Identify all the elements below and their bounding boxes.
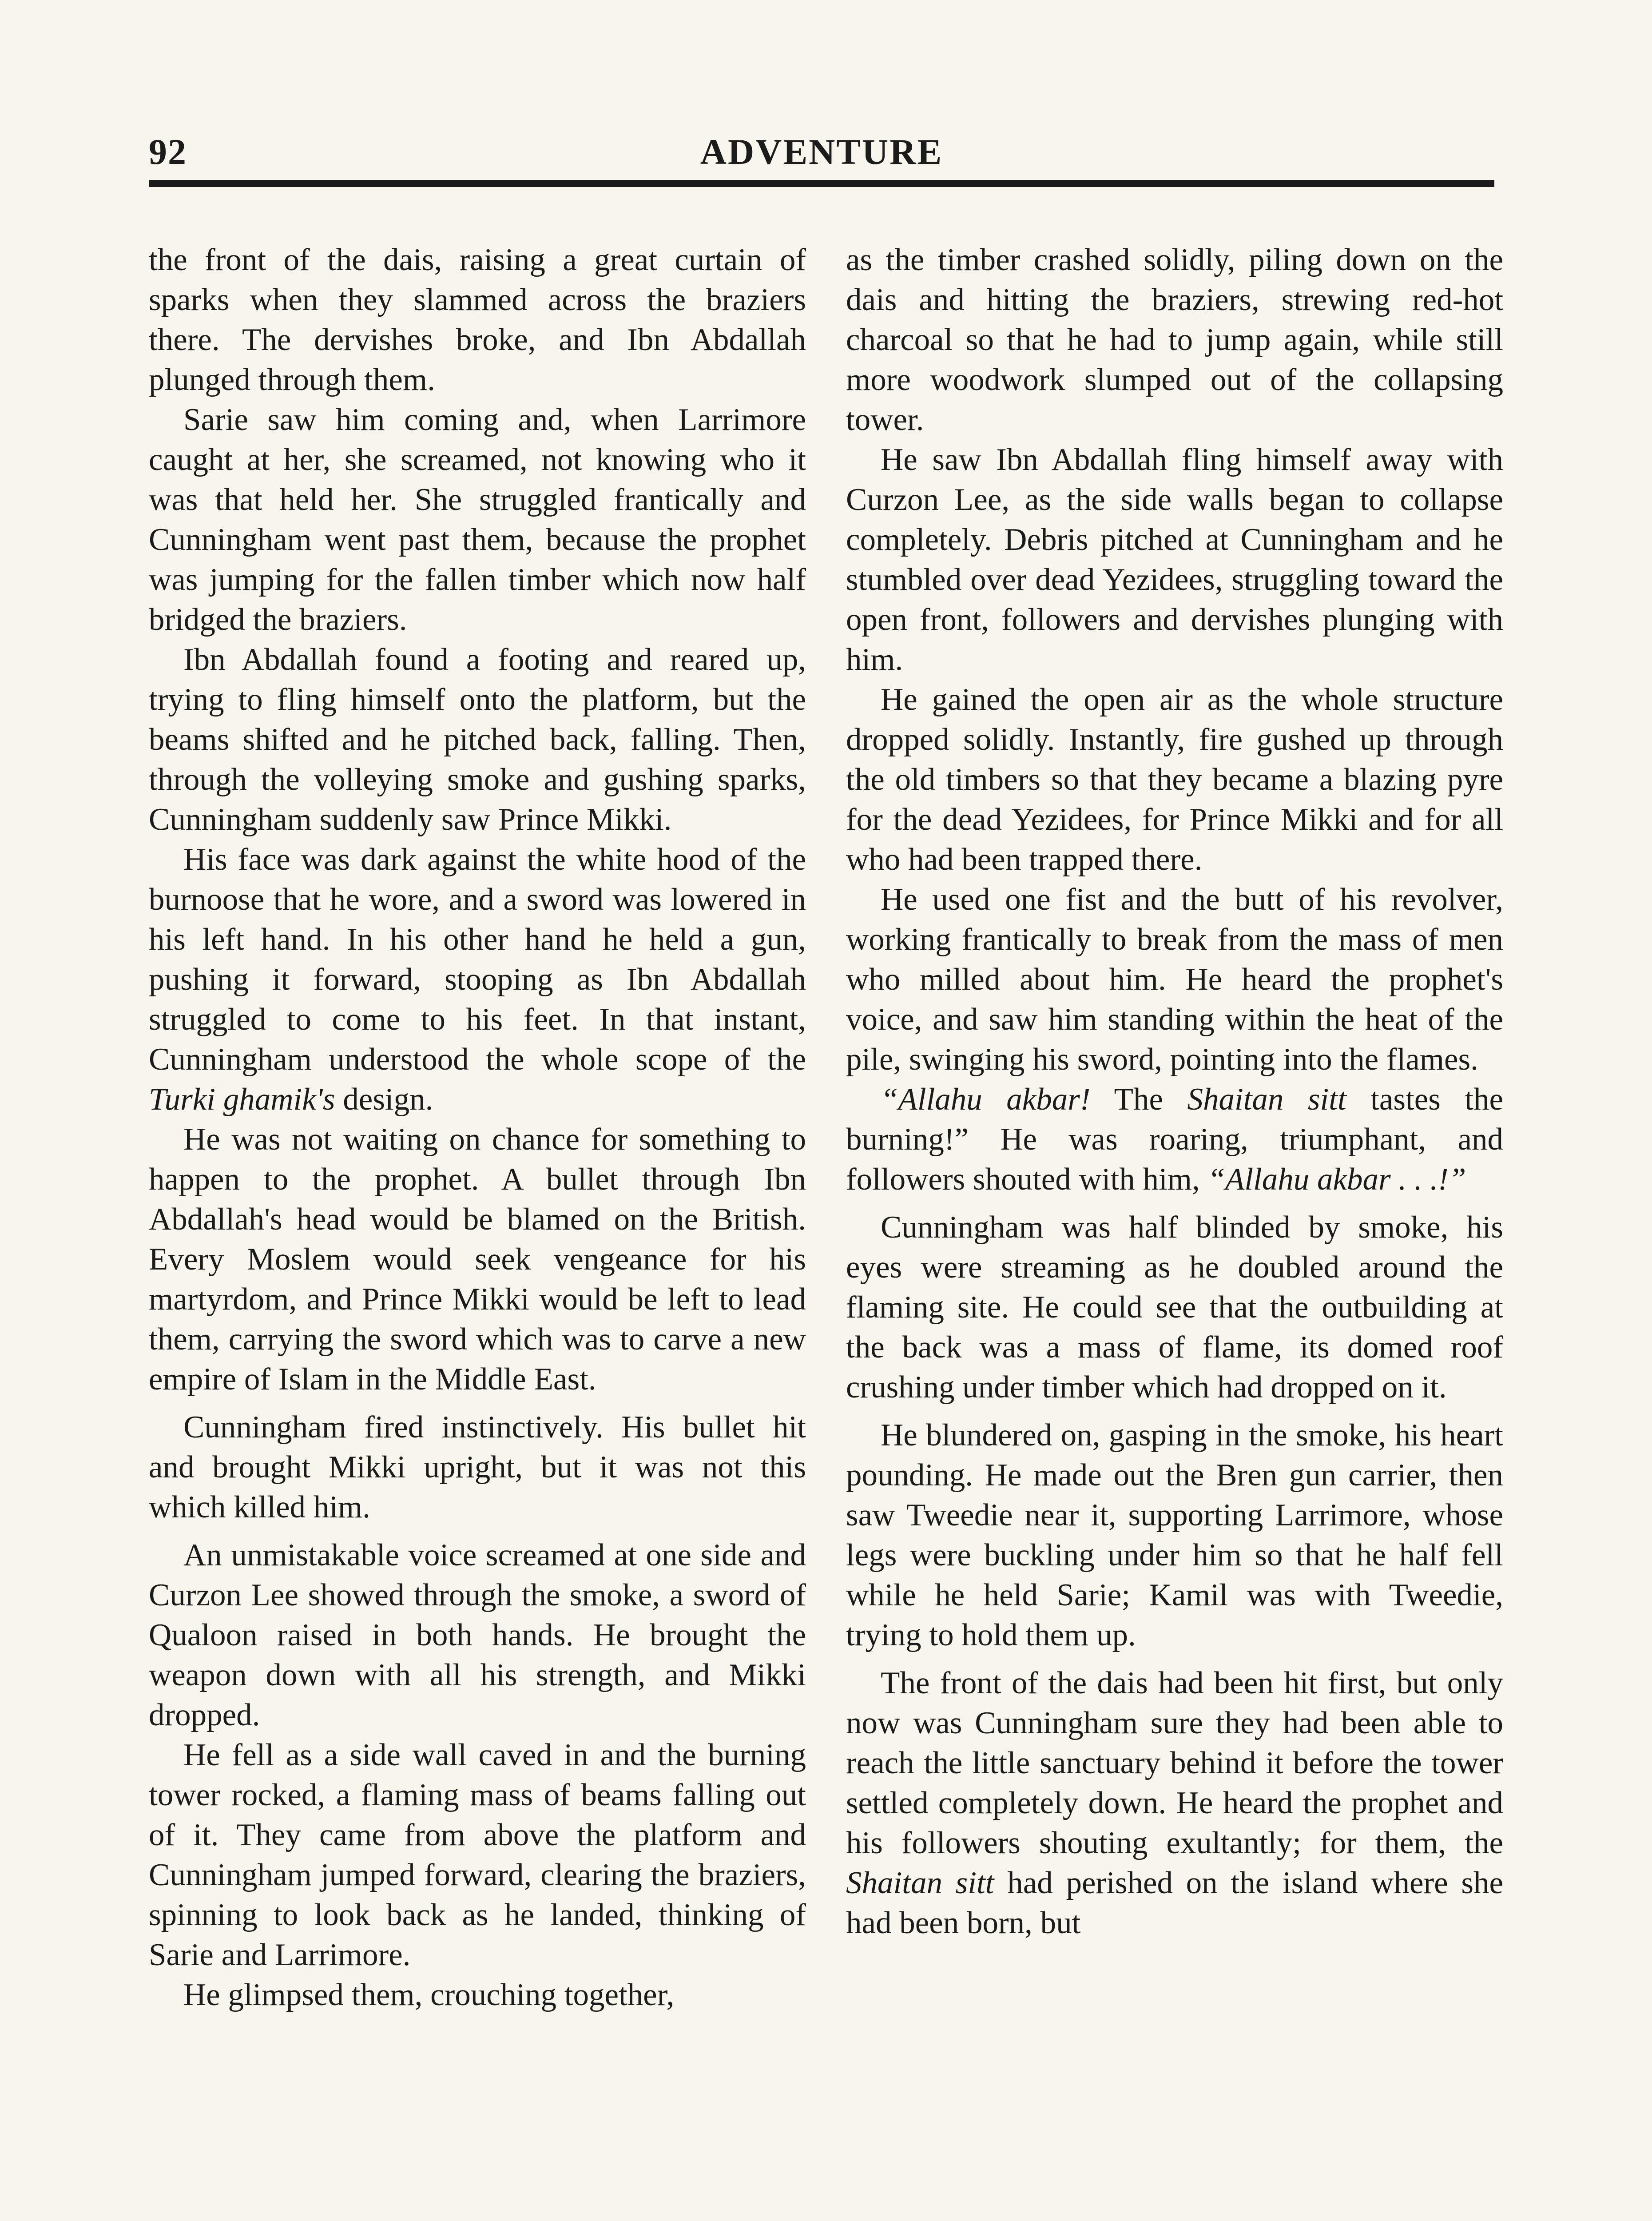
paragraph: Sarie saw him coming and, when Larrimore caught at her, she screamed, not knowing who it was that held her. She struggled frantically and Cunningham went past them, because the prophet was jumping for the fallen timber which now half bridged the braziers. [149, 402, 806, 637]
paragraph: He blundered on, gasping in the smoke, his heart pounding. He made out the Bren gun carrier, then saw Tweedie near it, supporting Larrimore, whose legs were buckling under him so that he half fell while he held Sarie; Kamil was with Tweedie, trying to hold them up. [846, 1418, 1503, 1652]
magazine-title: ADVENTURE [700, 131, 943, 172]
text-run: The front of the dais had been hit first, but only now was Cunningham sure they had been able to reach the little sanctuary behind it before the tower settled completely down. He heard the prophet and his followers shouting exultantly; for them, the [846, 1666, 1503, 1860]
text-run: His face was dark against the white hood of the burnoose that he wore, and a sword was lowered in his left hand. In his other hand he held a gun, pushing it forward, stooping as Ibn Abdallah struggled to come to his feet. In that instant, Cunningham understood the whole scope of the [149, 842, 806, 1077]
paragraph: He saw Ibn Abdallah fling himself away with Curzon Lee, as the side walls began to collapse completely. Debris pitched at Cunningham and he stumbled over dead Yezidees, struggling toward the open front, followers and dervishes plunging with him. [846, 442, 1503, 677]
italic-phrase: Shaitan sitt [1187, 1082, 1346, 1117]
paragraph: He used one fist and the butt of his revolver, working frantically to break from the mass of men who milled about him. He heard the prophet's voice, and saw him standing within the heat of the pile, swinging his sword, pointing into the flames. [846, 882, 1503, 1077]
paragraph: He fell as a side wall caved in and the burning tower rocked, a flaming mass of beams falling out of it. They came from above the platform and Cunningham jumped forward, clearing the braziers, spinning to look back as he landed, thinking of Sarie and Larrimore. [149, 1738, 806, 1972]
paragraph [846, 1663, 1503, 1943]
italic-phrase: Shaitan sitt [846, 1866, 994, 1900]
right-column [846, 240, 1503, 1943]
paragraph: as the timber crashed solidly, piling down on the dais and hitting the braziers, strewing red-hot charcoal so that he had to jump again, while still more woodwork slumped out of the collapsing tower. [846, 243, 1503, 437]
paragraph: Cunningham was half blinded by smoke, his eyes were streaming as he doubled around the flaming site. He could see that the outbuilding at the back was a mass of flame, its domed roof crushing under timber which had dropped on it. [846, 1210, 1503, 1405]
text-run: The [1090, 1082, 1187, 1117]
italic-phrase: Turki ghamik's [149, 1082, 335, 1117]
text-run: design. [335, 1082, 433, 1117]
page-header [149, 127, 1494, 175]
paragraph: Ibn Abdallah found a footing and reared up, trying to fling himself onto the platform, but the beams shifted and he pitched back, falling. Then, through the volleying smoke and gushing sparks, Cunningham suddenly saw Prince Mikki. [149, 642, 806, 837]
header-rule [149, 180, 1494, 187]
paragraph: the front of the dais, raising a great curtain of sparks when they slammed across the braziers there. The dervishes broke, and Ibn Abdallah plunged through them. [149, 243, 806, 397]
paragraph: Cunningham fired instinctively. His bullet hit and brought Mikki upright, but it was not this which killed him. [149, 1410, 806, 1524]
paragraph: An unmistakable voice screamed at one side and Curzon Lee showed through the smoke, a sword of Qualoon raised in both hands. He brought the weapon down with all his strength, and Mikki dropped. [149, 1538, 806, 1732]
italic-phrase: “Allahu akbar! [881, 1082, 1091, 1117]
text-run: tastes the burning!” He was roaring, triumphant, and followers shouted with him, [846, 1082, 1503, 1197]
italic-phrase: “Allahu akbar . . .!” [1207, 1162, 1466, 1197]
paragraph: He glimpsed them, crouching together, [183, 1978, 675, 2012]
left-column [149, 240, 806, 2015]
paragraph [846, 1079, 1503, 1199]
text-run: had perished on the island where she had been born, but [846, 1866, 1503, 1940]
paragraph: He gained the open air as the whole structure dropped solidly. Instantly, fire gushed up through the old timbers so that they became a blazing pyre for the dead Yezidees, for Prince Mikki and for all who had been trapped there. [846, 682, 1503, 877]
paragraph: He was not waiting on chance for something to happen to the prophet. A bullet through Ibn Abdallah's head would be blamed on the British. Every Moslem would seek vengeance for his martyrdom, and Prince Mikki would be left to lead them, carrying the sword which was to carve a new empire of Islam in the Middle East. [149, 1122, 806, 1397]
page-number: 92 [149, 131, 187, 172]
paragraph [149, 840, 806, 1119]
